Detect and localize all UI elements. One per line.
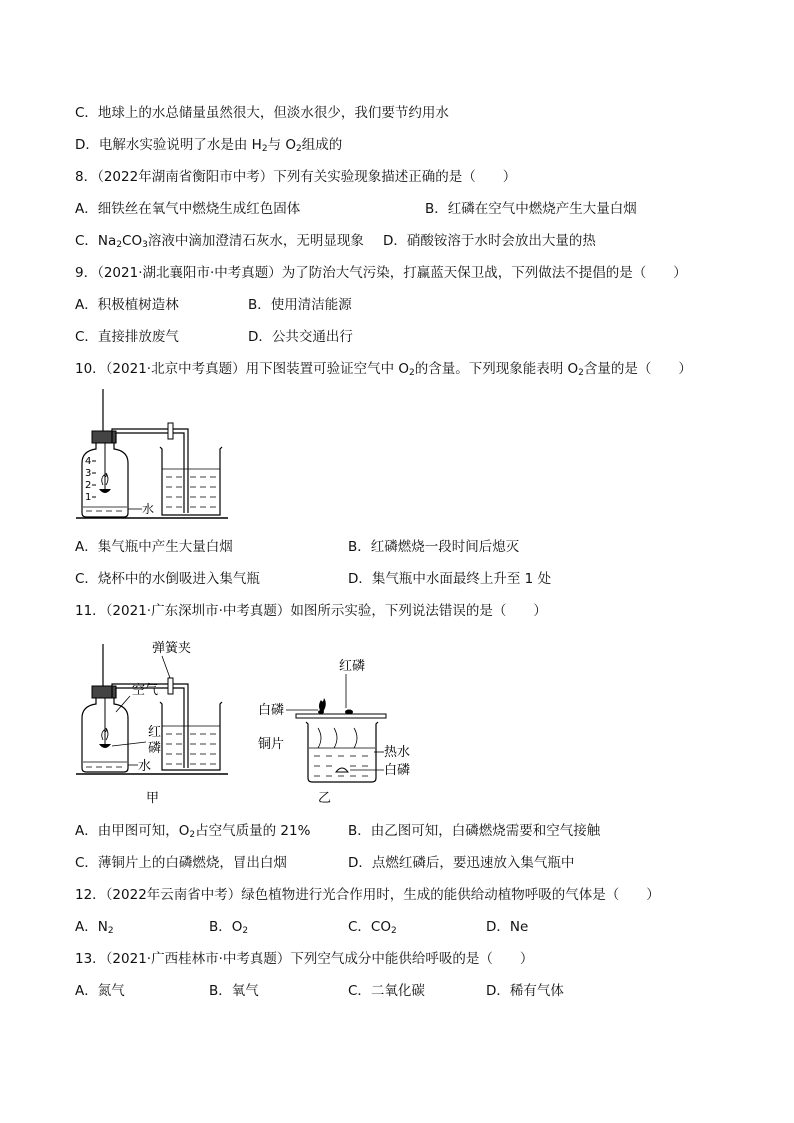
q10-stem-sub-2: 2 [578,368,584,378]
yi-red-phosphorus-label: 红磷 [339,659,366,674]
q11-stem: 11．（2021·广东深圳市·中考真题）如图所示实验，下列说法错误的是（ ） [75,603,547,619]
q12-b-text: B．O [209,919,243,935]
yi-beaker [306,722,378,782]
clamp-leader [162,656,170,678]
beaker [160,447,222,515]
q13-stem: 13．（2021·广西桂林市·中考真题）下列空气成分中能供给呼吸的是（ ） [75,951,534,967]
clamp [168,423,173,439]
jia-water-label: 水 [138,759,152,774]
q11-option-d: D．点燃红磷后，要迅速放入集气瓶中 [348,855,575,871]
q10-stem [75,360,692,382]
air-label: 空气 [132,683,159,698]
combustion-spoon [99,489,111,493]
q12-option-d: D．Ne [486,919,529,935]
mark-3-label: 3 [85,468,92,479]
q10-option-d: D．集气瓶中水面最终上升至 1 处 [348,571,552,587]
q11-a-text-2: 占空气质量的 21% [195,823,311,839]
jia-caption: 甲 [146,791,160,806]
yi-hot-water-label: 热水 [384,745,411,760]
q10-option-b: B．红磷燃烧一段时间后熄灭 [348,539,520,555]
q12-c-sub: 2 [390,926,397,936]
q13-option-c: C．二氧化碳 [348,983,425,999]
connecting-tube-inner [116,433,184,513]
yi-white-p-top [318,710,324,714]
mark-1-label: 1 [85,492,92,503]
jia-spoon [99,744,111,748]
copper-plate [296,714,386,718]
q8-option-d: D．硝酸铵溶于水时会放出大量的热 [383,233,596,249]
q12-a-text: A．N [75,919,108,935]
q13-option-a: A．氮气 [75,983,125,999]
yi-white-p-bottom [336,768,348,772]
q11-option-c: C．薄铜片上的白磷燃烧，冒出白烟 [75,855,287,871]
q9-stem: 9．（2021·湖北襄阳市·中考真题）为了防治大气污染，打赢蓝天保卫战，下列做法不提倡的是（ ） [75,265,687,281]
q12-option-c [348,918,397,940]
q12-option-a [75,918,114,940]
q10-stem-text-2: 的含量。下列现象能表明 O [414,361,579,377]
q7-option-c: C．地球上的水总储量虽然很大，但淡水很少，我们要节约用水 [75,105,449,121]
q10-apparatus-figure [72,385,232,525]
q8-c-text-2: CO [122,233,143,249]
yi-copper-label: 铜片 [258,737,285,752]
water-label: 水 [142,502,155,516]
q9-option-b: B．使用清洁能源 [248,297,352,313]
q7-d-text-1: D．电解水实验说明了水是由 H [75,137,262,153]
q9-option-a: A．积极植树造林 [75,297,179,313]
mark-4-label: 4 [85,456,92,467]
q11-option-a [75,822,310,844]
q10-option-a: A．集气瓶中产生大量白烟 [75,539,233,555]
q8-c-sub-2: 3 [142,240,148,250]
jia-clamp [168,678,173,694]
connecting-tube [112,429,188,513]
yi-flame-icon [319,698,326,712]
q7-d-sub-2: 2 [296,144,302,154]
beaker-water-dashes [166,477,216,507]
q11-apparatus-figure [72,632,432,812]
q12-a-sub: 2 [107,926,114,936]
q10-stem-sub-1: 2 [409,368,415,378]
yi-white-phosphorus-bottom-label: 白磷 [384,763,411,778]
q13-option-d: D．稀有气体 [486,983,564,999]
mark-2-label: 2 [85,480,92,491]
q12-option-b [209,918,248,940]
q12-b-sub: 2 [242,926,249,936]
q8-c-text-1: C．Na [75,233,117,249]
red-phosphorus-leader [112,742,146,746]
yi-steam [318,728,357,748]
q8-c-text-3: 溶液中滴加澄清石灰水，无明显现象 [147,233,364,249]
yi-water-dashes [314,756,368,776]
air-leader [116,696,130,712]
q10-stem-text-1: 10．（2021·北京中考真题）用下图装置可验证空气中 O [75,361,409,377]
q10-option-c: C．烧杯中的水倒吸进入集气瓶 [75,571,260,587]
red-phosphorus-label-1: 红 [148,725,162,740]
q9-option-d: D．公共交通出行 [248,329,353,345]
q7-d-text-2: 与 O [267,137,296,153]
clamp-label: 弹簧夹 [152,641,192,656]
q7-d-text-3: 组成的 [301,137,343,153]
jia-beaker-water-dashes [166,734,216,764]
q8-option-a: A．细铁丝在氧气中燃烧生成红色固体 [75,201,301,217]
q8-stem: 8．（2022年湖南省衡阳市中考）下列有关实验现象描述正确的是（ ） [75,169,517,185]
q12-c-text: C．CO [348,919,391,935]
q8-option-c [75,232,364,254]
yi-white-phosphorus-top-label: 白磷 [258,703,285,718]
q7-d-sub-1: 2 [261,144,268,154]
q11-option-b: B．由乙图可知，白磷燃烧需要和空气接触 [348,823,601,839]
jia-beaker [160,702,222,770]
q7-option-d [75,136,342,158]
yi-caption: 乙 [318,791,332,806]
q12-stem: 12．（2022年云南省中考）绿色植物进行光合作用时，生成的能供给动植物呼吸的气体是（ ） [75,887,660,903]
yi-red-p [345,710,353,715]
red-phosphorus-label-2: 磷 [148,741,162,756]
q8-c-sub-1: 2 [116,240,123,250]
q8-option-b: B．红磷在空气中燃烧产生大量白烟 [425,201,637,217]
q11-a-text-1: A．由甲图可知，O [75,823,190,839]
q13-option-b: B．氧气 [209,983,259,999]
q9-option-c: C．直接排放废气 [75,329,179,345]
q10-stem-text-3: 含量的是（ ） [583,361,692,377]
q11-a-sub: 2 [189,830,196,840]
